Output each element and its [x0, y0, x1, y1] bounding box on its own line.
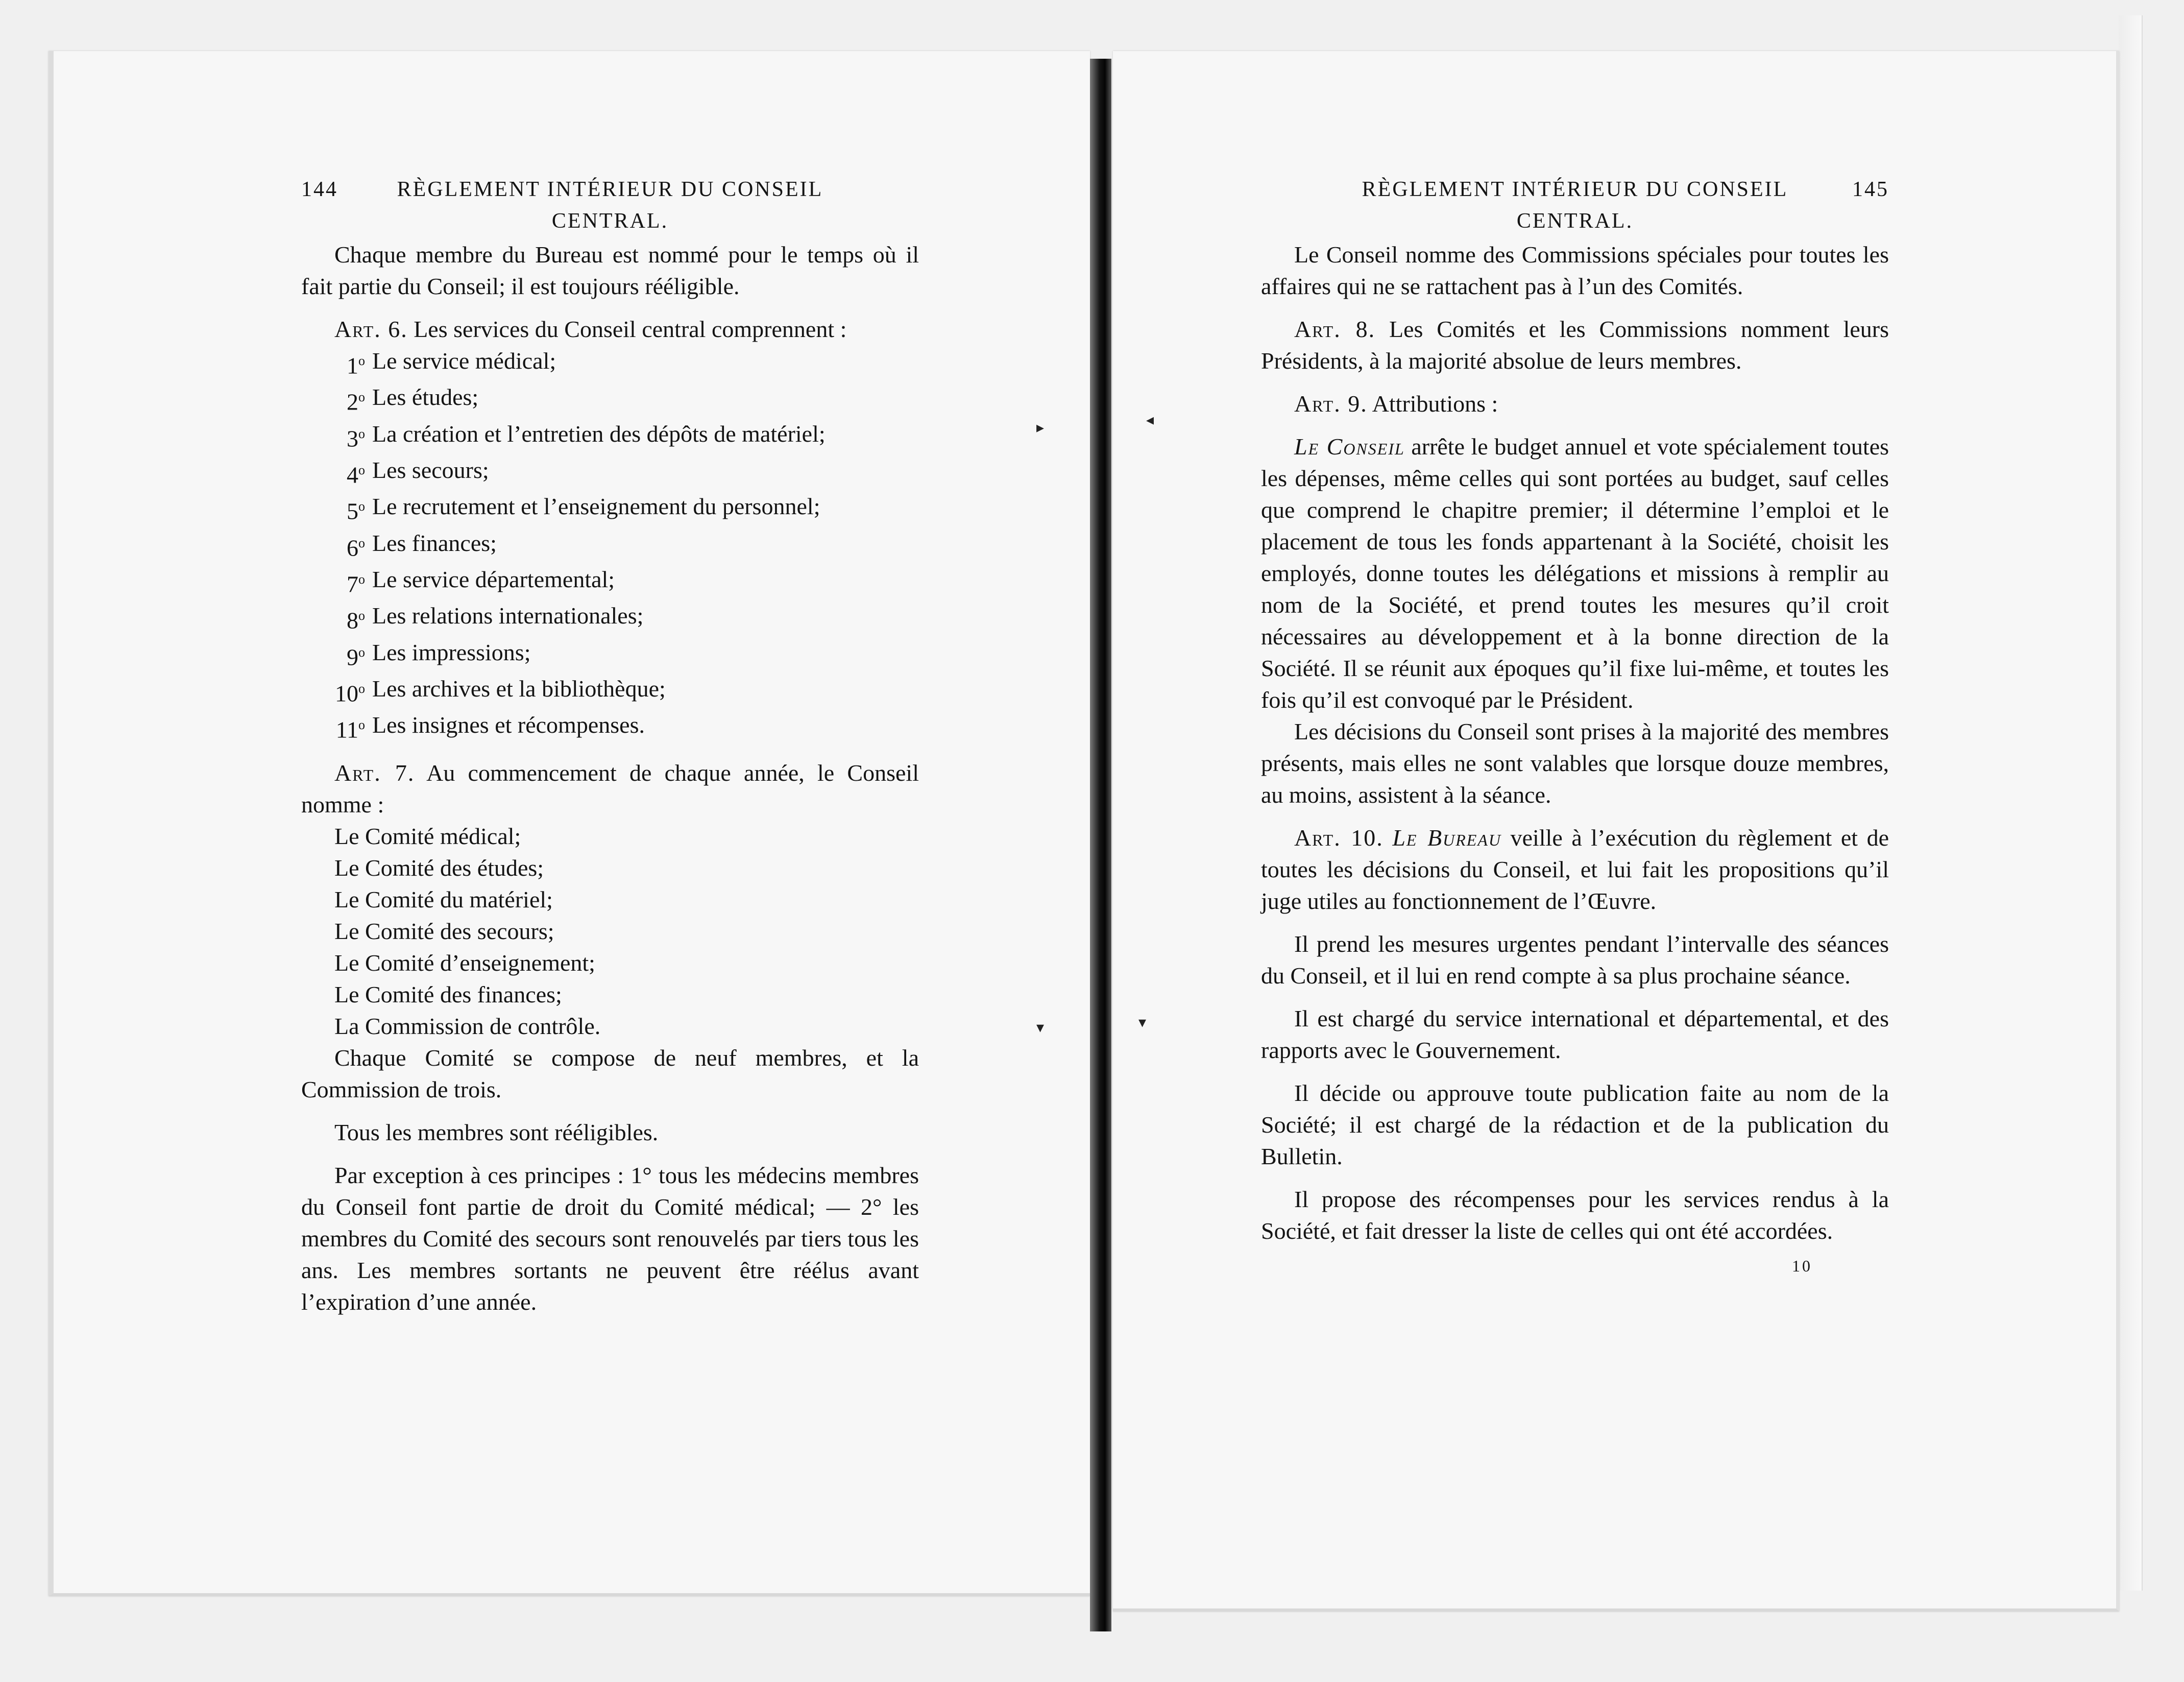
list-item-text: Les secours; [372, 456, 489, 483]
list-item-text: La création et l’entretien des dépôts de matériel; [372, 420, 826, 447]
article-text: Les Comités et les Commissions nomment leurs Présidents, à la majorité absolue de leurs membres. [1261, 316, 1889, 374]
article-8 [1261, 314, 1889, 377]
paragraph-bureau: Chaque membre du Bureau est nommé pour le temps où il fait partie du Conseil; il est toujours rééligible. [301, 242, 919, 299]
list-item-text: Les archives et la bibliothèque; [372, 675, 666, 702]
margin-mark-down-arrow: ▾ [1036, 1019, 1045, 1036]
list-item [301, 564, 919, 600]
list-item: Le Comité des secours; [334, 918, 554, 944]
list-item: Le Comité médical; [334, 823, 521, 849]
running-head-title: RÈGLEMENT INTÉRIEUR DU CONSEIL CENTRAL. [397, 178, 823, 233]
list-item-number: 5$^o$ [347, 498, 365, 524]
list-item-number: 1$^o$ [347, 352, 365, 379]
list-item-number: 2$^o$ [347, 389, 365, 415]
running-header [301, 174, 919, 237]
list-item-text: Les impressions; [372, 639, 531, 665]
list-item-number: 11$^o$ [335, 716, 365, 743]
article-text: Au commencement de chaque année, le Conseil nomme : [301, 759, 919, 818]
committee-list [301, 821, 919, 1042]
page-stack-edge [2119, 15, 2143, 1591]
article-label: Art. 9. [1294, 391, 1368, 417]
bureau-label: Le Bureau [1392, 825, 1501, 851]
list-item: Le Comité d’enseignement; [334, 949, 595, 976]
running-header [1261, 174, 1889, 237]
list-item-number: 10$^o$ [335, 680, 365, 707]
article-label: Art. 7. [334, 759, 415, 786]
list-item [301, 600, 919, 636]
conseil-text: arrête le budget annuel et vote spécialement toutes les dépenses, même celles qui sont portées au budget, sauf celles que comprend le chapitre premier; il détermine l’emploi et le placement de tous les fonds appartenant à la Société, choisit les employés, donne toutes les délégations et missions à remplir au nom de la Société, et prend toutes les mesures qu’il croit nécessaires au développement et à la bonne direction de la Société. Il se réunit aux époques qu’il fixe lui-même, et toutes les fois qu’il est convoqué par le Président. [1261, 434, 1889, 713]
margin-mark-left-arrow: ◂ [1146, 412, 1154, 428]
article-6 [301, 314, 919, 345]
list-item-text: Le service médical; [372, 348, 556, 374]
article-label: Art. 10. [1294, 825, 1384, 851]
list-item-number: 7$^o$ [347, 571, 365, 597]
list-item-number: 6$^o$ [347, 534, 365, 561]
paragraph-reeligible: Tous les membres sont rééligibles. [334, 1119, 659, 1145]
list-item-text: Les relations internationales; [372, 603, 644, 629]
page-number: 145 [1852, 178, 1889, 201]
paragraph-composition: Chaque Comité se compose de neuf membres, et la Commission de trois. [301, 1044, 919, 1102]
article-7 [301, 757, 919, 821]
list-item [301, 673, 919, 709]
services-list [301, 345, 919, 746]
margin-mark-right-arrow: ▸ [1036, 419, 1045, 436]
page-number: 144 [301, 178, 338, 201]
left-page-text [301, 174, 919, 1318]
article-10 [1261, 822, 1889, 917]
article-9 [1261, 388, 1889, 420]
list-item [301, 491, 919, 527]
article-text: Attributions : [1372, 391, 1498, 417]
paragraph-charge: Il est chargé du service international et départemental, et des rapports avec le Gouvernement. [1261, 1005, 1889, 1063]
conseil-label: Le Conseil [1294, 434, 1405, 460]
signature-mark: 10 [1792, 1257, 1812, 1275]
list-item-text: Le service départemental; [372, 566, 615, 592]
list-item: Le Comité des études; [334, 854, 544, 881]
article-text: veille à l’exécution du règlement et de toutes les décisions du Conseil, et lui fait les propositions qu’il juge utiles au fonctionnement de l’Œuvre. [1261, 825, 1889, 914]
list-item-text: Les études; [372, 384, 479, 411]
article-label: Art. 6. [334, 316, 408, 342]
margin-mark-down-arrow: ▾ [1138, 1014, 1147, 1031]
running-head-title: RÈGLEMENT INTÉRIEUR DU CONSEIL CENTRAL. [1362, 178, 1788, 233]
list-item-number: 3$^o$ [347, 425, 365, 451]
paragraph-recompenses: Il propose des récompenses pour les services rendus à la Société, et fait dresser la liste de celles qui ont été accordées. [1261, 1186, 1889, 1244]
list-item: Le Comité des finances; [334, 981, 562, 1007]
list-item-text: Le recrutement et l’enseignement du personnel; [372, 493, 820, 520]
article-label: Art. 8. [1294, 316, 1376, 342]
list-item-number: 8$^o$ [347, 607, 365, 634]
paragraph-commissions: Le Conseil nomme des Commissions spéciales pour toutes les affaires qui ne se rattachent pas à l’un des Comités. [1261, 242, 1889, 299]
list-item-text: Les insignes et récompenses. [372, 712, 645, 738]
list-item [301, 345, 919, 381]
list-item [301, 381, 919, 418]
paragraph-exception: Par exception à ces principes : 1° tous les médecins membres du Conseil font partie de droit du Comité médical; — 2° les membres du Comité des secours sont renouvelés par tiers tous les ans. Les membres sortants ne peuvent être réélus avant l’expiration d’une année. [301, 1162, 919, 1315]
list-item-number: 9$^o$ [347, 643, 365, 670]
list-item-number: 4$^o$ [347, 462, 365, 488]
list-item [301, 454, 919, 491]
paragraph-decisions: Les décisions du Conseil sont prises à la majorité des membres présents, mais elles ne sont valables que lorsque douze membres, au moins, assistent à la séance. [1261, 718, 1889, 808]
right-page-text [1261, 174, 1889, 1282]
list-item [301, 709, 919, 746]
list-item [301, 527, 919, 564]
list-item [301, 637, 919, 673]
paragraph-conseil [1261, 431, 1889, 716]
list-item: Le Comité du matériel; [334, 886, 553, 912]
list-item: La Commission de contrôle. [334, 1013, 601, 1039]
paragraph-urgentes: Il prend les mesures urgentes pendant l’intervalle des séances du Conseil, et il lui en rend compte à sa plus prochaine séance. [1261, 931, 1889, 989]
paragraph-publication: Il décide ou approuve toute publication faite au nom de la Société; il est chargé de la rédaction et de la publication du Bulletin. [1261, 1080, 1889, 1169]
list-item [301, 418, 919, 454]
article-text: Les services du Conseil central comprennent : [414, 316, 847, 342]
list-item-text: Les finances; [372, 530, 497, 556]
book-gutter [1090, 59, 1111, 1631]
